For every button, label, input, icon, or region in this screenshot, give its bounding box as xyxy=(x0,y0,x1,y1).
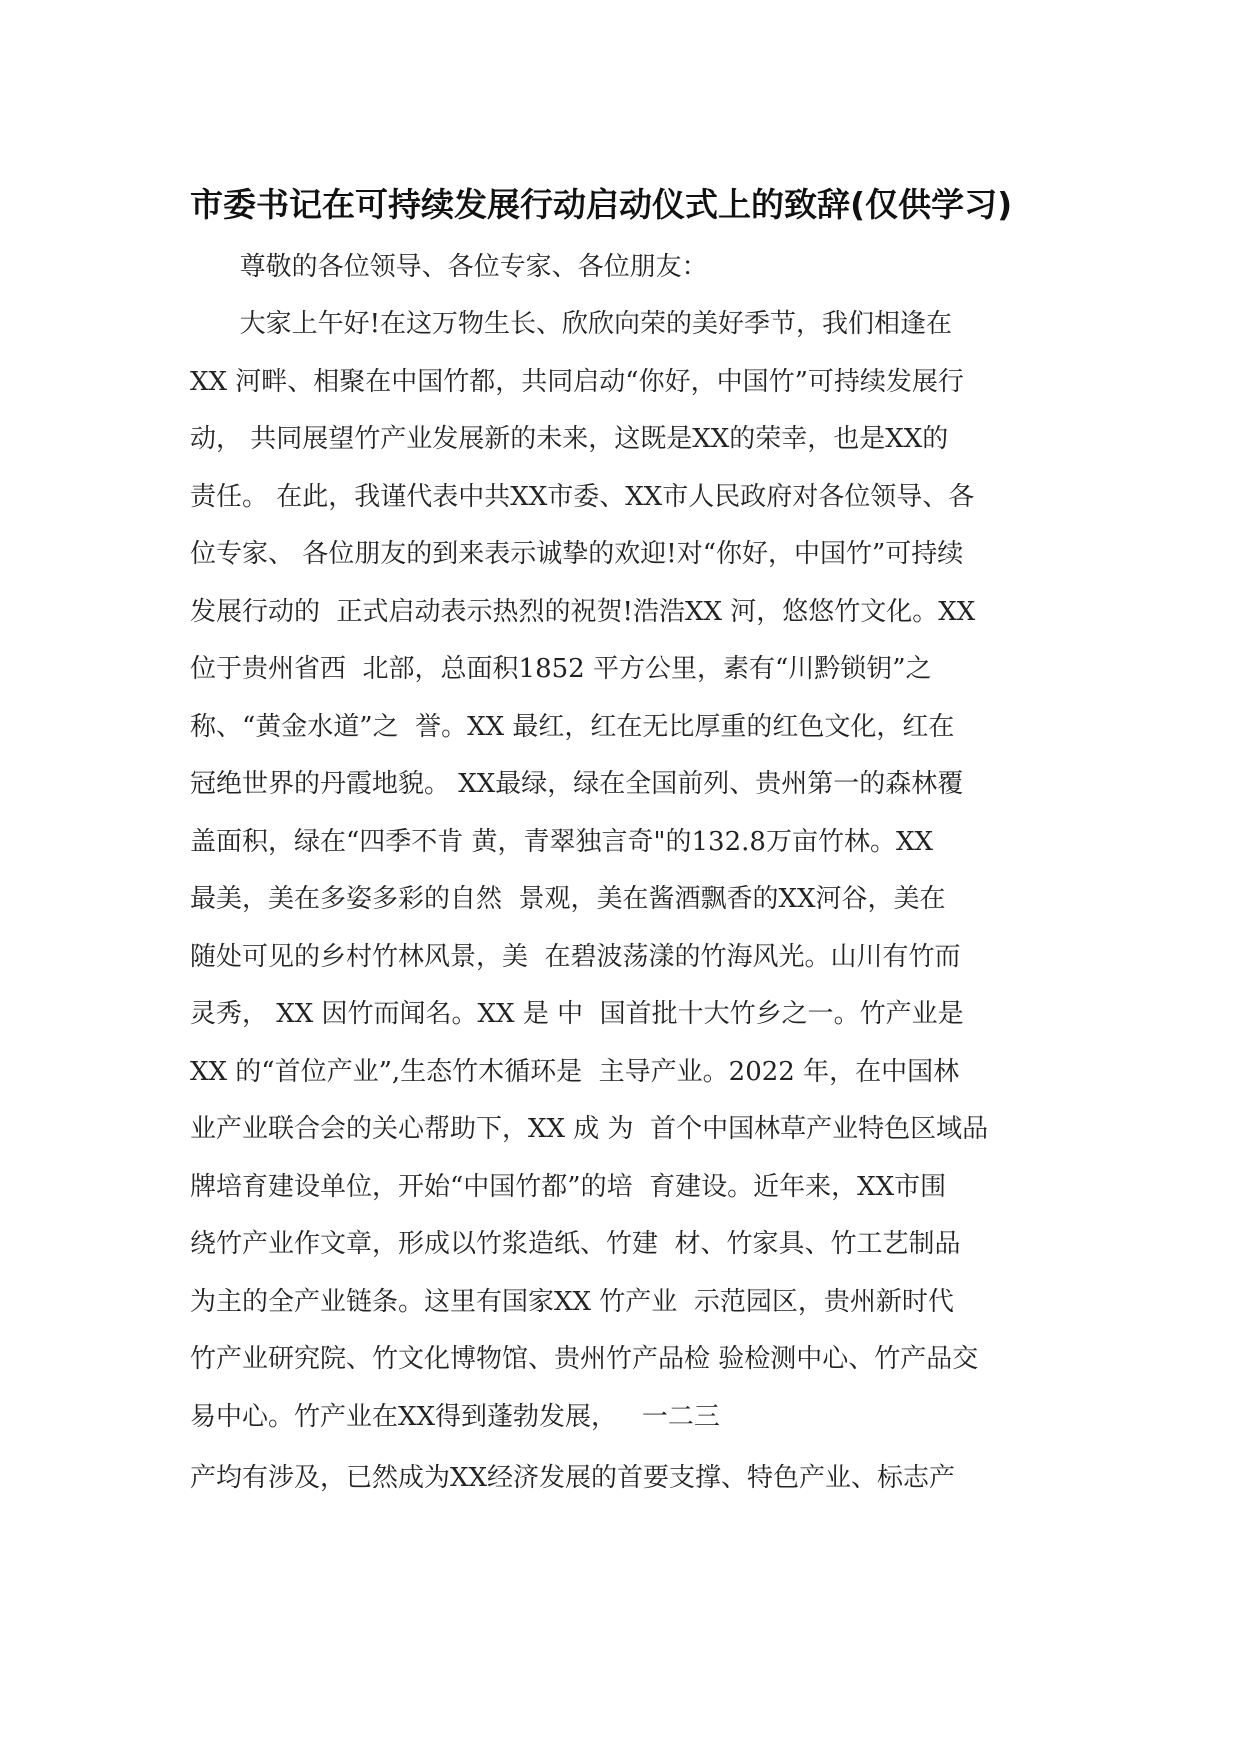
body-line: 牌培育建设单位，开始“中国竹都”的培 育建设。近年来，XX市围 xyxy=(190,1172,947,1202)
body-line: XX 的“首位产业”,生态竹木循环是 主导产业。2022 年，在中国林 xyxy=(190,1057,960,1087)
body-line: 产均有涉及，已然成为XX经济发展的首要支撑、特色产业、标志产 xyxy=(190,1463,956,1493)
body-line: XX 河畔、相聚在中国竹都，共同启动“你好，中国竹”可持续发展行 xyxy=(190,367,964,397)
body-line: 称、“黄金水道”之 誉。XX 最红，红在无比厚重的红色文化，红在 xyxy=(190,712,955,742)
body-line: 竹产业研究院、竹文化博物馆、贵州竹产品检 验检测中心、竹产品交 xyxy=(190,1344,979,1374)
body-line: 动， 共同展望竹产业发展新的未来，这既是XX的荣幸，也是XX的 xyxy=(190,424,949,454)
body-line: 灵秀， XX 因竹而闻名。XX 是 中 国首批十大竹乡之一。竹产业是 xyxy=(190,999,964,1029)
body-line: 位专家、 各位朋友的到来表示诚挚的欢迎!对“你好，中国竹”可持续 xyxy=(190,539,964,569)
body-line: 大家上午好!在这万物生长、欣欣向荣的美好季节，我们相逢在 xyxy=(190,309,953,339)
body-line: 冠绝世界的丹霞地貌。 XX最绿，绿在全国前列、贵州第一的森林覆 xyxy=(190,769,964,799)
body-line: 随处可见的乡村竹林风景，美 在碧波荡漾的竹海风光。山川有竹而 xyxy=(190,942,961,972)
body-line: 盖面积，绿在“四季不肯 黄，青翠独言奇"的132.8万亩竹林。XX xyxy=(190,827,933,857)
body-line: 责任。 在此，我谨代表中共XX市委、XX市人民政府对各位领导、各 xyxy=(190,482,975,512)
body-line: 绕竹产业作文章，形成以竹浆造纸、竹建 材、竹家具、竹工艺制品 xyxy=(190,1229,961,1259)
document-title: 市委书记在可持续发展行动启动仪式上的致辞(仅供学习) xyxy=(190,185,1013,224)
body-line: 易中心。竹产业在XX得到蓬勃发展， 一二三 xyxy=(190,1402,720,1432)
body-line: 为主的全产业链条。这里有国家XX 竹产业 示范园区，贵州新时代 xyxy=(190,1287,954,1317)
body-line: 业产业联合会的关心帮助下，XX 成 为 首个中国林草产业特色区域品 xyxy=(190,1114,989,1144)
salutation-line: 尊敬的各位领导、各位专家、各位朋友： xyxy=(190,252,708,282)
body-line: 发展行动的 正式启动表示热烈的祝贺!浩浩XX 河，悠悠竹文化。XX xyxy=(190,597,976,627)
body-line: 最美，美在多姿多彩的自然 景观，美在酱酒飘香的XX河谷，美在 xyxy=(190,884,946,914)
body-line: 位于贵州省西 北部，总面积1852 平方公里，素有“川黔锁钥”之 xyxy=(190,654,932,684)
